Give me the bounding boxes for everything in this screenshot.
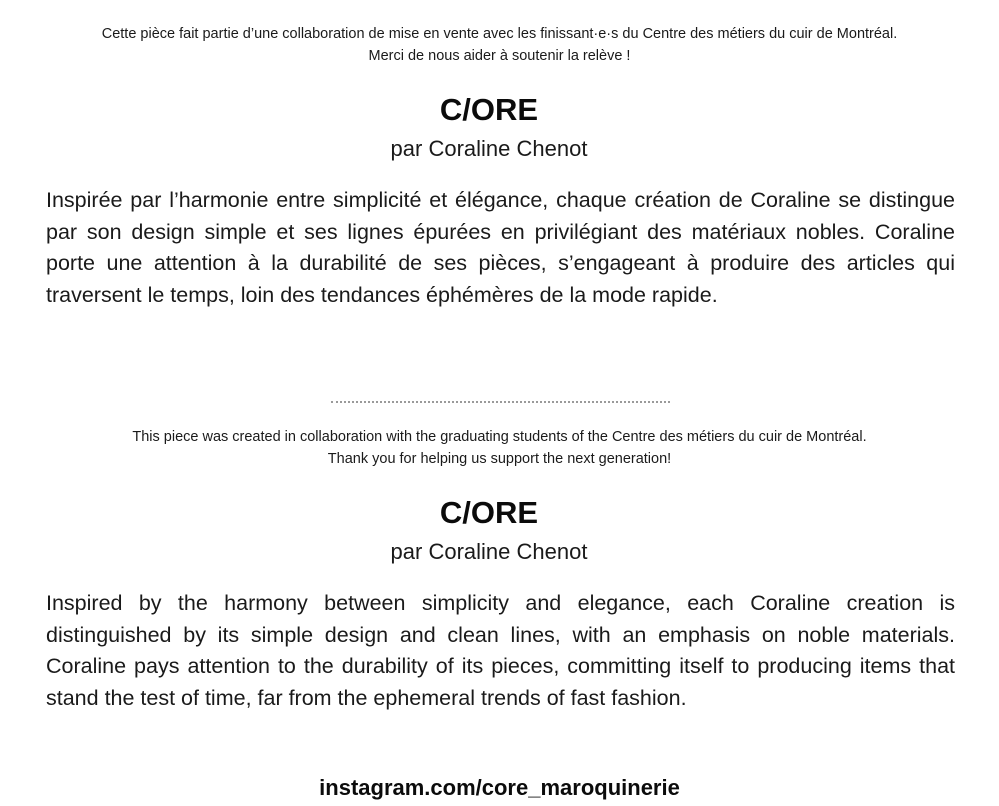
notice-en-line-1: This piece was created in collaboration with the graduating students of the Centre des métiers du cuir de Montréal. bbox=[132, 429, 867, 445]
brand-description-en: Inspired by the harmony between simplicity and elegance, each Coraline creation is distinguished by its simple design and clean lines, with an emphasis on noble materials. Coraline pays attention to the durability of its pieces, committing itself to producing items that stand the test of time, far from the ephemeral trends of fast fashion. bbox=[46, 591, 955, 710]
brand-title-en: C/ORE bbox=[439, 495, 539, 530]
instagram-link[interactable]: instagram.com/core_maroquinerie bbox=[319, 775, 680, 800]
collaboration-notice-fr bbox=[0, 23, 999, 67]
notice-fr-line-1: Cette pièce fait partie d’une collaboration de mise en vente avec les finissant·e·s du Centre des métiers du cuir de Montréal. bbox=[101, 26, 898, 42]
notice-fr-line-2: Merci de nous aider à soutenir la relève ! bbox=[368, 48, 631, 64]
designer-byline-en: par Coraline Chenot bbox=[390, 539, 588, 564]
section-divider bbox=[331, 401, 670, 403]
notice-en-line-2: Thank you for helping us support the next generation! bbox=[327, 451, 672, 467]
brand-title-fr: C/ORE bbox=[439, 92, 539, 127]
brand-description-fr: Inspirée par l’harmonie entre simplicité et élégance, chaque création de Coraline se distingue par son design simple et ses lignes épurées en privilégiant des matériaux nobles. Coraline porte une attention à la durabilité de ses pièces, s’engageant à produire des articles qui traversent le temps, loin des tendances éphémères de la mode rapide. bbox=[46, 188, 955, 307]
designer-byline-fr: par Coraline Chenot bbox=[390, 136, 588, 161]
collaboration-notice-en bbox=[0, 426, 999, 470]
